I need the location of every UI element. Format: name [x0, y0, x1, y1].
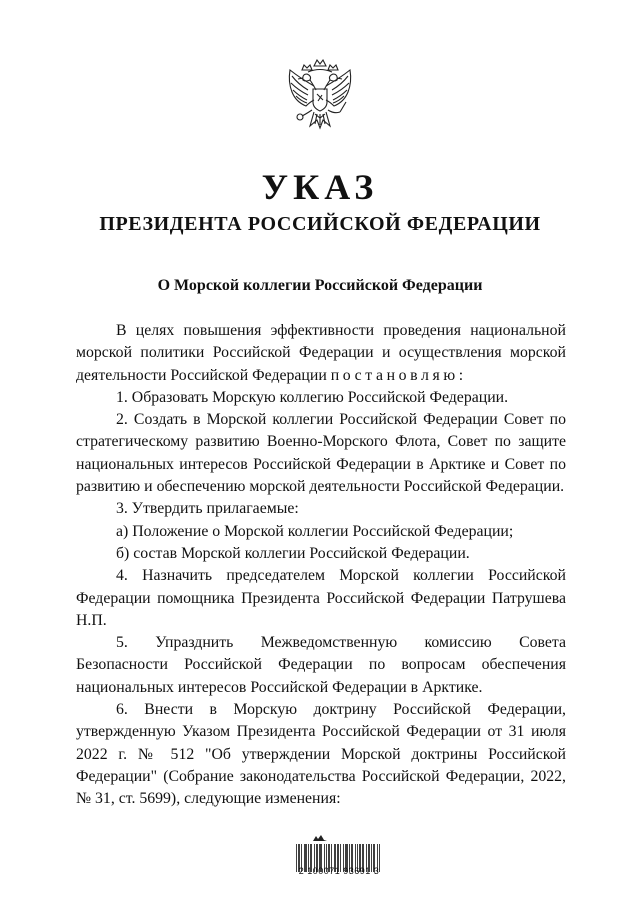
barcode-number: 2 100071 93691 3 — [298, 866, 380, 876]
paragraph-5: 5. Упразднить Межведомственную комиссию Совета Безопасности Российской Федерации по вопросам обеспечения национальных интересов Российской Федерации в Арктике. — [76, 634, 566, 696]
russian-coat-of-arms-icon — [284, 56, 356, 142]
intro-keyword: постановляю — [330, 366, 459, 384]
document-heading: О Морской коллегии Российской Федерации — [157, 277, 483, 294]
paragraph-3a: а) Положение о Морской коллегии Российской Федерации; — [116, 522, 514, 540]
intro-end: : — [458, 366, 464, 384]
paragraph-3: 3. Утвердить прилагаемые: — [116, 500, 299, 518]
intro-paragraph — [76, 320, 566, 387]
document-title: УКАЗ — [261, 167, 379, 207]
document-subtitle: ПРЕЗИДЕНТА РОССИЙСКОЙ ФЕДЕРАЦИИ — [99, 213, 541, 235]
paragraph-6: 6. Внести в Морскую доктрину Российской Федерации, утвержденную Указом Президента Российской Федерации от 31 июля 2022 г. № 512 "Об утверждении Морской доктрины Российской Федерации" (Собрание законодательства Российской Федерации, 2022, № 31, ст. 5699), следующие изменения: — [76, 701, 566, 808]
paragraph-1: 1. Образовать Морскую коллегию Российской Федерации. — [116, 388, 509, 406]
paragraph-3b: б) состав Морской коллегии Российской Федерации. — [116, 544, 470, 562]
intro-text: В целях повышения эффективности проведения национальной морской политики Российской Федерации и осуществления морской деятельности Российской Федерации — [76, 322, 566, 384]
paragraph-2: 2. Создать в Морской коллегии Российской Федерации Совет по стратегическому развитию Военно-Морского Флота, Совет по защите национальных интересов Российской Федерации в Арктике и Совет по развитию и обеспечению морской деятельности Российской Федерации. — [76, 411, 566, 496]
publisher-logo-icon — [312, 834, 328, 842]
document-body — [76, 320, 566, 811]
paragraph-4: 4. Назначить председателем Морской коллегии Российской Федерации помощника Президента Российской Федерации Патрушева Н.П. — [76, 567, 566, 629]
